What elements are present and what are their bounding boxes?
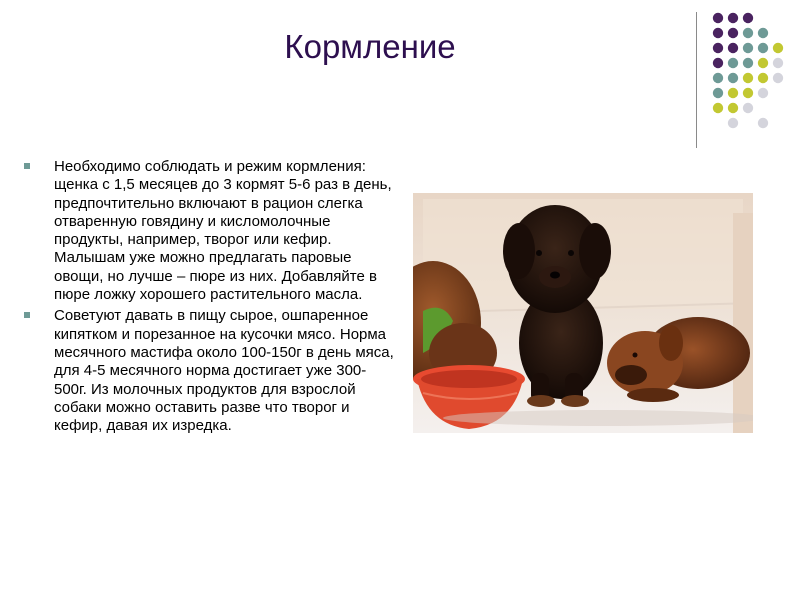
puppies-illustration [413, 193, 753, 433]
decor-dot [743, 13, 753, 23]
decor-dot [758, 58, 768, 68]
decor-dot [713, 88, 723, 98]
decor-dot [728, 73, 738, 83]
decor-dot [713, 28, 723, 38]
decor-dot [713, 73, 723, 83]
decor-vertical-line [696, 12, 697, 148]
decor-dot [758, 43, 768, 53]
decor-dot [758, 88, 768, 98]
decor-dot [743, 88, 753, 98]
paragraph-1 [24, 158, 394, 304]
decor-dot [743, 58, 753, 68]
decor-dot [713, 43, 723, 53]
decor-dot [758, 118, 768, 128]
decor-dot [728, 103, 738, 113]
decor-dot [728, 28, 738, 38]
decor-dot [743, 103, 753, 113]
decor-dot [728, 118, 738, 128]
body-text [24, 158, 394, 438]
paragraph-1-text: Необходимо соблюдать и режим кормления: щенка с 1,5 месяцев до 3 кормят 5-6 раз в день, предпочтительно включают в рацион слегка отваренную говядину и кисломолочные продукты, например, творог или кефир. Малышам уже можно предлагать паровые овощи, но лучше – пюре из них. Добавляйте в пюре ложку хорошего растительного масла. [54, 158, 392, 304]
decor-dot-grid [706, 10, 796, 130]
decor-dot [773, 43, 783, 53]
paragraph-2-text: Советуют давать в пищу сырое, ошпаренное кипятком и порезанное на кусочки мясо. Норма месячного мастифа около 100-150г в день мяса, для 4-5 месячного норма достигает уже 300-500г. Из молочных продуктов для взрослой собаки можно оставить разве что творог и кефир, давая их изредка. [54, 307, 394, 435]
decor-dot [743, 73, 753, 83]
decor-dot [713, 103, 723, 113]
decor-dot [773, 73, 783, 83]
decor-dot [743, 43, 753, 53]
bullet-square-icon-1 [24, 163, 30, 169]
paragraph-2 [24, 307, 394, 435]
decor-dot [743, 28, 753, 38]
decor-dot [728, 13, 738, 23]
decor-dot [728, 58, 738, 68]
bullet-square-icon-2 [24, 312, 30, 318]
puppies-photo [413, 193, 753, 433]
decor-dot [713, 13, 723, 23]
decor-dot [773, 58, 783, 68]
decor-dot [758, 28, 768, 38]
decor-dot [758, 73, 768, 83]
slide-title: Кормление [284, 28, 456, 65]
decor-dot [713, 58, 723, 68]
decor-dot [728, 43, 738, 53]
decor-dot [728, 88, 738, 98]
